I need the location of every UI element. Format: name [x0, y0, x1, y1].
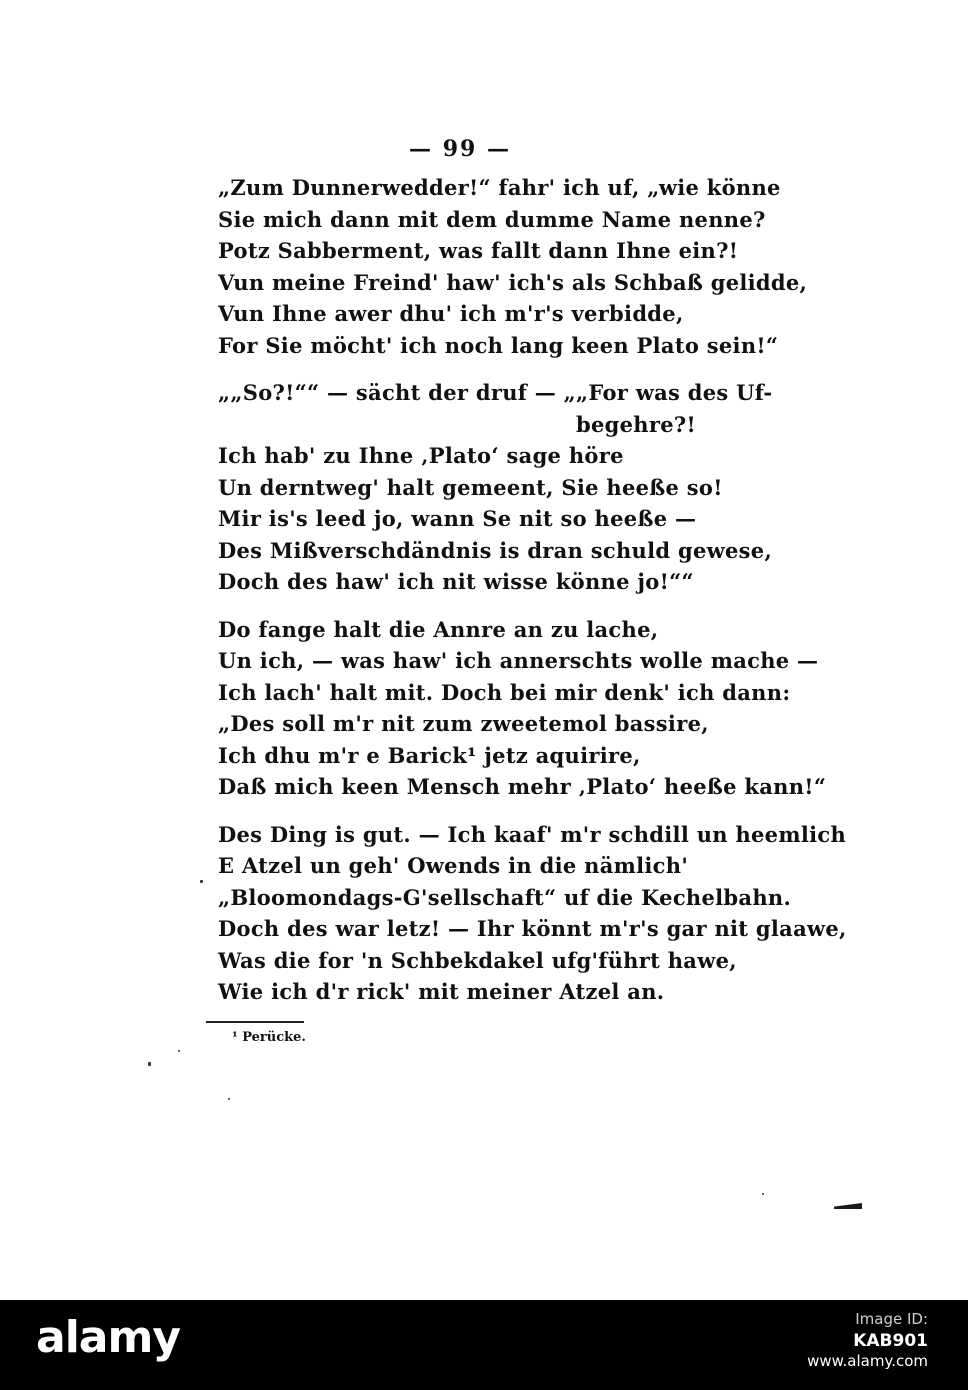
- poem-line: Wie ich d'r rick' mit meiner Atzel an.: [218, 979, 665, 1004]
- stanza-2: [218, 377, 773, 598]
- poem-line: Ich dhu m'r e Barick¹ jetz aquirire,: [218, 742, 641, 768]
- watermark-id-label: Image ID:: [855, 1310, 928, 1328]
- poem-line: Ich lach' halt mit. Doch bei mir denk' ich dann:: [218, 679, 791, 705]
- poem-line: Sie mich dann mit dem dumme Name nenne?: [218, 206, 766, 232]
- poem-line: Potz Sabberment, was fallt dann Ihne ein?!: [218, 238, 739, 263]
- poem-line: For Sie möcht' ich noch lang keen Plato sein!“: [218, 332, 779, 358]
- page-number: — 99 —: [409, 136, 511, 162]
- poem-line: „„So?!““ — sächt der druf — „„For was des Uf-: [218, 380, 773, 405]
- scan-speck: [178, 1050, 180, 1052]
- stanza-1: [218, 172, 808, 361]
- scan-speck: [148, 1062, 151, 1066]
- scan-speck: [200, 880, 203, 883]
- poem-line: Des Mißverschdändnis is dran schuld gewese,: [218, 537, 773, 563]
- poem-line: Vun Ihne awer dhu' ich m'r's verbidde,: [218, 301, 684, 326]
- poem-line: „Des soll m'r nit zum zweetemol bassire,: [218, 711, 709, 736]
- poem-line: Daß mich keen Mensch mehr ‚Plato‘ heeße kann!“: [218, 774, 827, 799]
- scan-speck: [762, 1193, 764, 1195]
- poem-text: [218, 172, 847, 1024]
- stanza-3: [218, 614, 827, 803]
- poem-line: Mir is's leed jo, wann Se nit so heeße —: [218, 506, 697, 531]
- footnote: ¹ Perücke.: [232, 1030, 306, 1045]
- watermark-url: www.alamy.com: [807, 1352, 928, 1370]
- poem-line: „Zum Dunnerwedder!“ fahr' ich uf, „wie könne: [218, 175, 781, 200]
- footnote-divider: [206, 1021, 304, 1023]
- poem-line: Doch des war letz! — Ihr könnt m'r's gar nit glaawe,: [218, 916, 847, 941]
- poem-line: E Atzel un geh' Owends in die nämlich': [218, 853, 689, 878]
- watermark-logo: alamy: [36, 1312, 180, 1363]
- scan-edge-mark: [834, 1203, 862, 1209]
- watermark-id-code: KAB901: [853, 1331, 928, 1351]
- poem-line: Un ich, — was haw' ich annerschts wolle mache —: [218, 648, 819, 673]
- poem-line: „Bloomondags-G'sellschaft“ uf die Kechelbahn.: [218, 884, 792, 910]
- poem-line: Ich hab' zu Ihne ‚Plato‘ sage höre: [218, 443, 624, 468]
- poem-line: Vun meine Freind' haw' ich's als Schbaß gelidde,: [218, 269, 808, 295]
- poem-line: Doch des haw' ich nit wisse könne jo!““: [218, 569, 694, 594]
- poem-line-continuation: begehre?!: [575, 411, 696, 437]
- poem-line: Do fange halt die Annre an zu lache,: [218, 616, 659, 642]
- poem-line: Des Ding is gut. — Ich kaaf' m'r schdill un heemlich: [218, 821, 847, 847]
- poem-line: Was die for 'n Schbekdakel ufg'führt hawe,: [218, 947, 737, 973]
- scan-speck: [228, 1098, 230, 1100]
- poem-line: Un derntweg' halt gemeent, Sie heeße so!: [218, 474, 723, 500]
- watermark-image-id: [853, 1308, 928, 1352]
- stanza-4: [218, 819, 847, 1008]
